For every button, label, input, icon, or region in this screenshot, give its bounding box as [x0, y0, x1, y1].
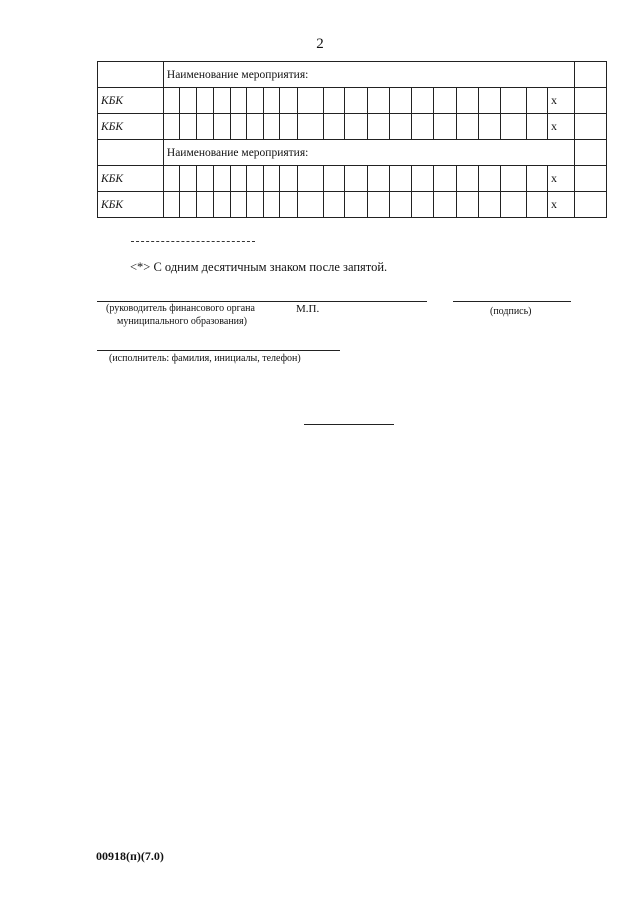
code-cell — [230, 114, 246, 140]
stamp-label: М.П. — [296, 303, 320, 315]
kbk-row — [98, 114, 607, 140]
code-cell — [323, 166, 344, 192]
code-cell — [323, 192, 344, 218]
code-cell — [297, 192, 323, 218]
code-cell — [323, 114, 344, 140]
code-cell — [213, 114, 230, 140]
code-cell — [389, 166, 411, 192]
code-cell — [479, 114, 501, 140]
value-cell — [575, 166, 607, 192]
code-cell — [163, 166, 179, 192]
code-cell — [456, 166, 478, 192]
value-cell — [575, 114, 607, 140]
code-cell — [264, 192, 280, 218]
code-cell — [246, 166, 263, 192]
code-cell — [230, 192, 246, 218]
code-cell — [180, 192, 197, 218]
x-mark-cell: x — [547, 166, 574, 192]
code-cell — [180, 166, 197, 192]
code-cell — [434, 114, 456, 140]
executor-line — [97, 350, 340, 351]
measure-name-row — [98, 140, 607, 166]
head-label-line1: (руководитель финансового органа — [106, 303, 255, 314]
code-cell — [280, 192, 297, 218]
code-cell — [280, 88, 297, 114]
kbk-label: КБК — [98, 114, 164, 140]
code-cell — [345, 192, 367, 218]
code-cell — [456, 192, 478, 218]
code-cell — [213, 192, 230, 218]
measure-name-spacer — [98, 62, 164, 88]
code-cell — [297, 166, 323, 192]
signature-label: (подпись) — [490, 306, 532, 317]
code-cell — [197, 192, 213, 218]
head-label-line2: муниципального образования) — [117, 316, 247, 327]
code-cell — [213, 166, 230, 192]
code-cell — [246, 114, 263, 140]
code-cell — [501, 166, 526, 192]
code-cell — [412, 166, 434, 192]
value-cell — [575, 62, 607, 88]
code-cell — [501, 114, 526, 140]
code-cell — [297, 88, 323, 114]
code-cell — [526, 192, 547, 218]
code-cell — [345, 166, 367, 192]
code-cell — [389, 114, 411, 140]
code-cell — [526, 166, 547, 192]
code-cell — [264, 114, 280, 140]
code-cell — [230, 88, 246, 114]
x-mark-cell: x — [547, 192, 574, 218]
code-cell — [163, 88, 179, 114]
code-cell — [412, 192, 434, 218]
code-cell — [163, 192, 179, 218]
code-cell — [197, 88, 213, 114]
code-cell — [389, 192, 411, 218]
footnote-separator — [131, 241, 255, 242]
code-cell — [434, 166, 456, 192]
code-cell — [367, 88, 389, 114]
measures-table — [97, 61, 607, 218]
code-cell — [246, 192, 263, 218]
code-cell — [389, 88, 411, 114]
form-code: 00918(п)(7.0) — [96, 849, 164, 863]
code-cell — [367, 166, 389, 192]
value-cell — [575, 192, 607, 218]
code-cell — [323, 88, 344, 114]
code-cell — [280, 114, 297, 140]
code-cell — [479, 88, 501, 114]
kbk-row — [98, 192, 607, 218]
code-cell — [412, 88, 434, 114]
footnote-text: <*> С одним десятичным знаком после запятой. — [130, 260, 388, 274]
kbk-label: КБК — [98, 192, 164, 218]
code-cell — [345, 114, 367, 140]
kbk-label: КБК — [98, 166, 164, 192]
code-cell — [501, 192, 526, 218]
signature-line — [453, 301, 571, 302]
code-cell — [412, 114, 434, 140]
code-cell — [456, 114, 478, 140]
code-cell — [479, 166, 501, 192]
code-cell — [434, 192, 456, 218]
kbk-label: КБК — [98, 88, 164, 114]
code-cell — [163, 114, 179, 140]
code-cell — [367, 192, 389, 218]
code-cell — [280, 166, 297, 192]
code-cell — [367, 114, 389, 140]
code-cell — [197, 166, 213, 192]
code-cell — [479, 192, 501, 218]
measure-name-label: Наименование мероприятия: — [163, 62, 575, 88]
kbk-row — [98, 166, 607, 192]
code-cell — [526, 88, 547, 114]
code-cell — [345, 88, 367, 114]
head-signature-line — [97, 301, 427, 302]
code-cell — [197, 114, 213, 140]
value-cell — [575, 88, 607, 114]
code-cell — [180, 114, 197, 140]
measure-name-label: Наименование мероприятия: — [163, 140, 575, 166]
x-mark-cell: x — [547, 88, 574, 114]
code-cell — [526, 114, 547, 140]
measure-name-spacer — [98, 140, 164, 166]
code-cell — [501, 88, 526, 114]
code-cell — [230, 166, 246, 192]
measure-name-row — [98, 62, 607, 88]
code-cell — [213, 88, 230, 114]
executor-label: (исполнитель: фамилия, инициалы, телефон) — [109, 353, 301, 364]
code-cell — [264, 166, 280, 192]
code-cell — [246, 88, 263, 114]
code-cell — [264, 88, 280, 114]
code-cell — [297, 114, 323, 140]
kbk-row — [98, 88, 607, 114]
code-cell — [434, 88, 456, 114]
code-cell — [456, 88, 478, 114]
code-cell — [180, 88, 197, 114]
x-mark-cell: x — [547, 114, 574, 140]
end-rule — [304, 424, 394, 425]
page-number: 2 — [316, 36, 324, 52]
value-cell — [575, 140, 607, 166]
